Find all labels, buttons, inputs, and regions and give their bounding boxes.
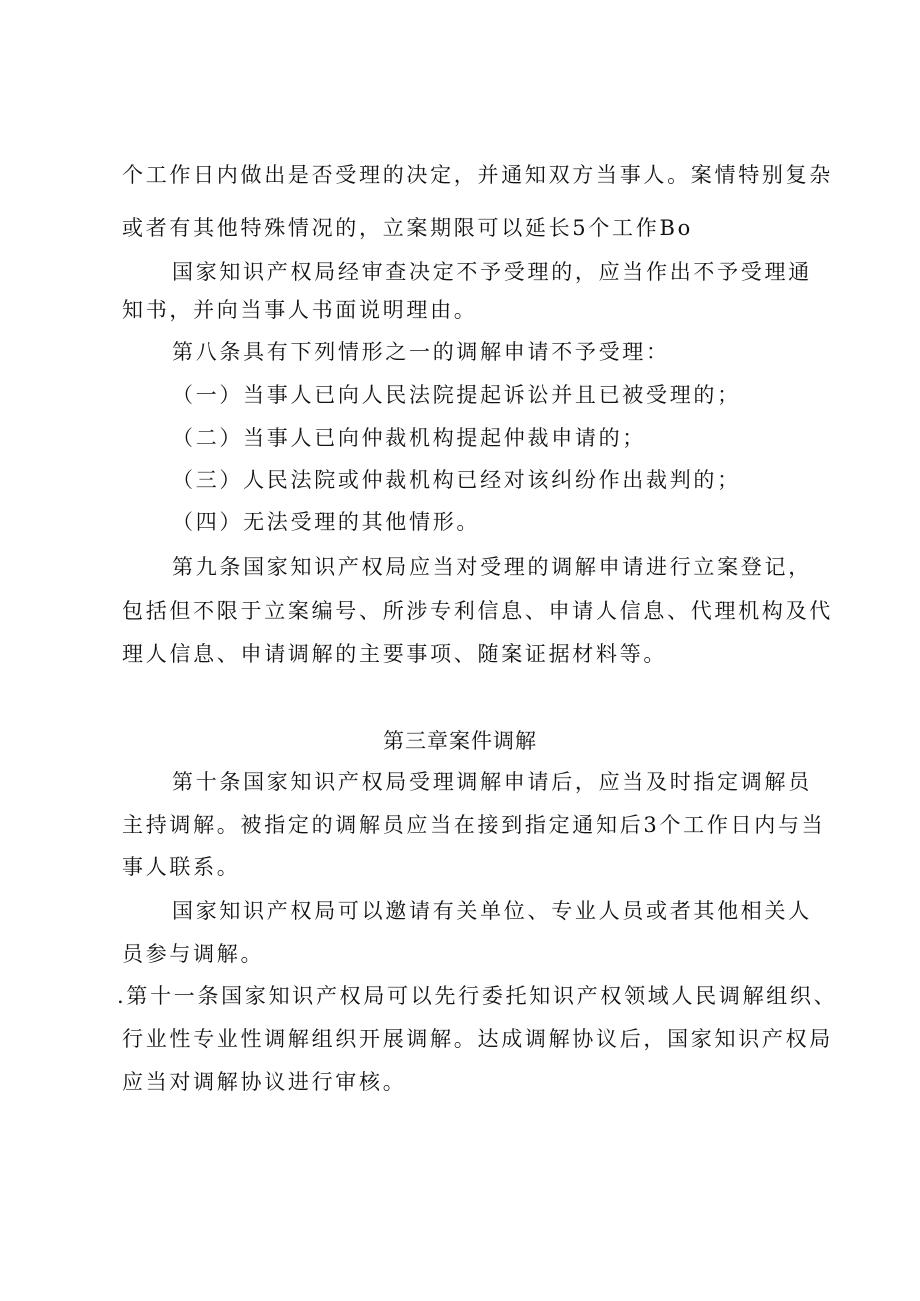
chapter-heading: 第三章案件调解	[383, 729, 537, 753]
text-line: 事人联系。	[122, 855, 241, 879]
list-item: （三）人民法院或仲裁机构已经对该纠纷作出裁判的；	[172, 468, 741, 492]
text-line: 国家知识产权局可以邀请有关单位、专业人员或者其他相关人	[172, 899, 812, 923]
text-line: 主持调解。被指定的调解员应当在接到指定通知后3个工作日内与当	[122, 813, 826, 837]
text-line: 应当对调解协议进行审核。	[122, 1070, 407, 1094]
text-line: 包括但不限于立案编号、所涉专利信息、申请人信息、代理机构及代	[122, 599, 833, 623]
text-line: 第八条具有下列情形之一的调解申请不予受理：	[172, 340, 670, 364]
text-line: 第九条国家知识产权局应当对受理的调解申请进行立案登记，	[172, 555, 812, 579]
list-item: （四）无法受理的其他情形。	[172, 510, 481, 534]
text-line: 国家知识产权局经审查决定不予受理的，应当作出不予受理通	[172, 260, 812, 284]
list-item: （二）当事人已向仲裁机构提起仲裁申请的；	[172, 426, 646, 450]
text-line: 第十条国家知识产权局受理调解申请后，应当及时指定调解员	[172, 770, 812, 794]
text-line: 员参与调解。	[122, 942, 265, 966]
list-item: （一）当事人已向人民法院提起诉讼并且已被受理的；	[172, 383, 741, 407]
text-line: 知书，并向当事人书面说明理由。	[122, 298, 478, 322]
text-line: 理人信息、申请调解的主要事项、随案证据材料等。	[122, 642, 668, 666]
text-line: 个工作日内做出是否受理的决定，并通知双方当事人。案情特别复杂	[122, 163, 833, 187]
text-line: .第十一条国家知识产权局可以先行委托知识产权领域人民调解组织、	[117, 984, 838, 1008]
text-line: 或者有其他特殊情况的，立案期限可以延长5个工作Bo	[122, 216, 693, 240]
text-line: 行业性专业性调解组织开展调解。达成调解协议后，国家知识产权局	[122, 1027, 833, 1051]
